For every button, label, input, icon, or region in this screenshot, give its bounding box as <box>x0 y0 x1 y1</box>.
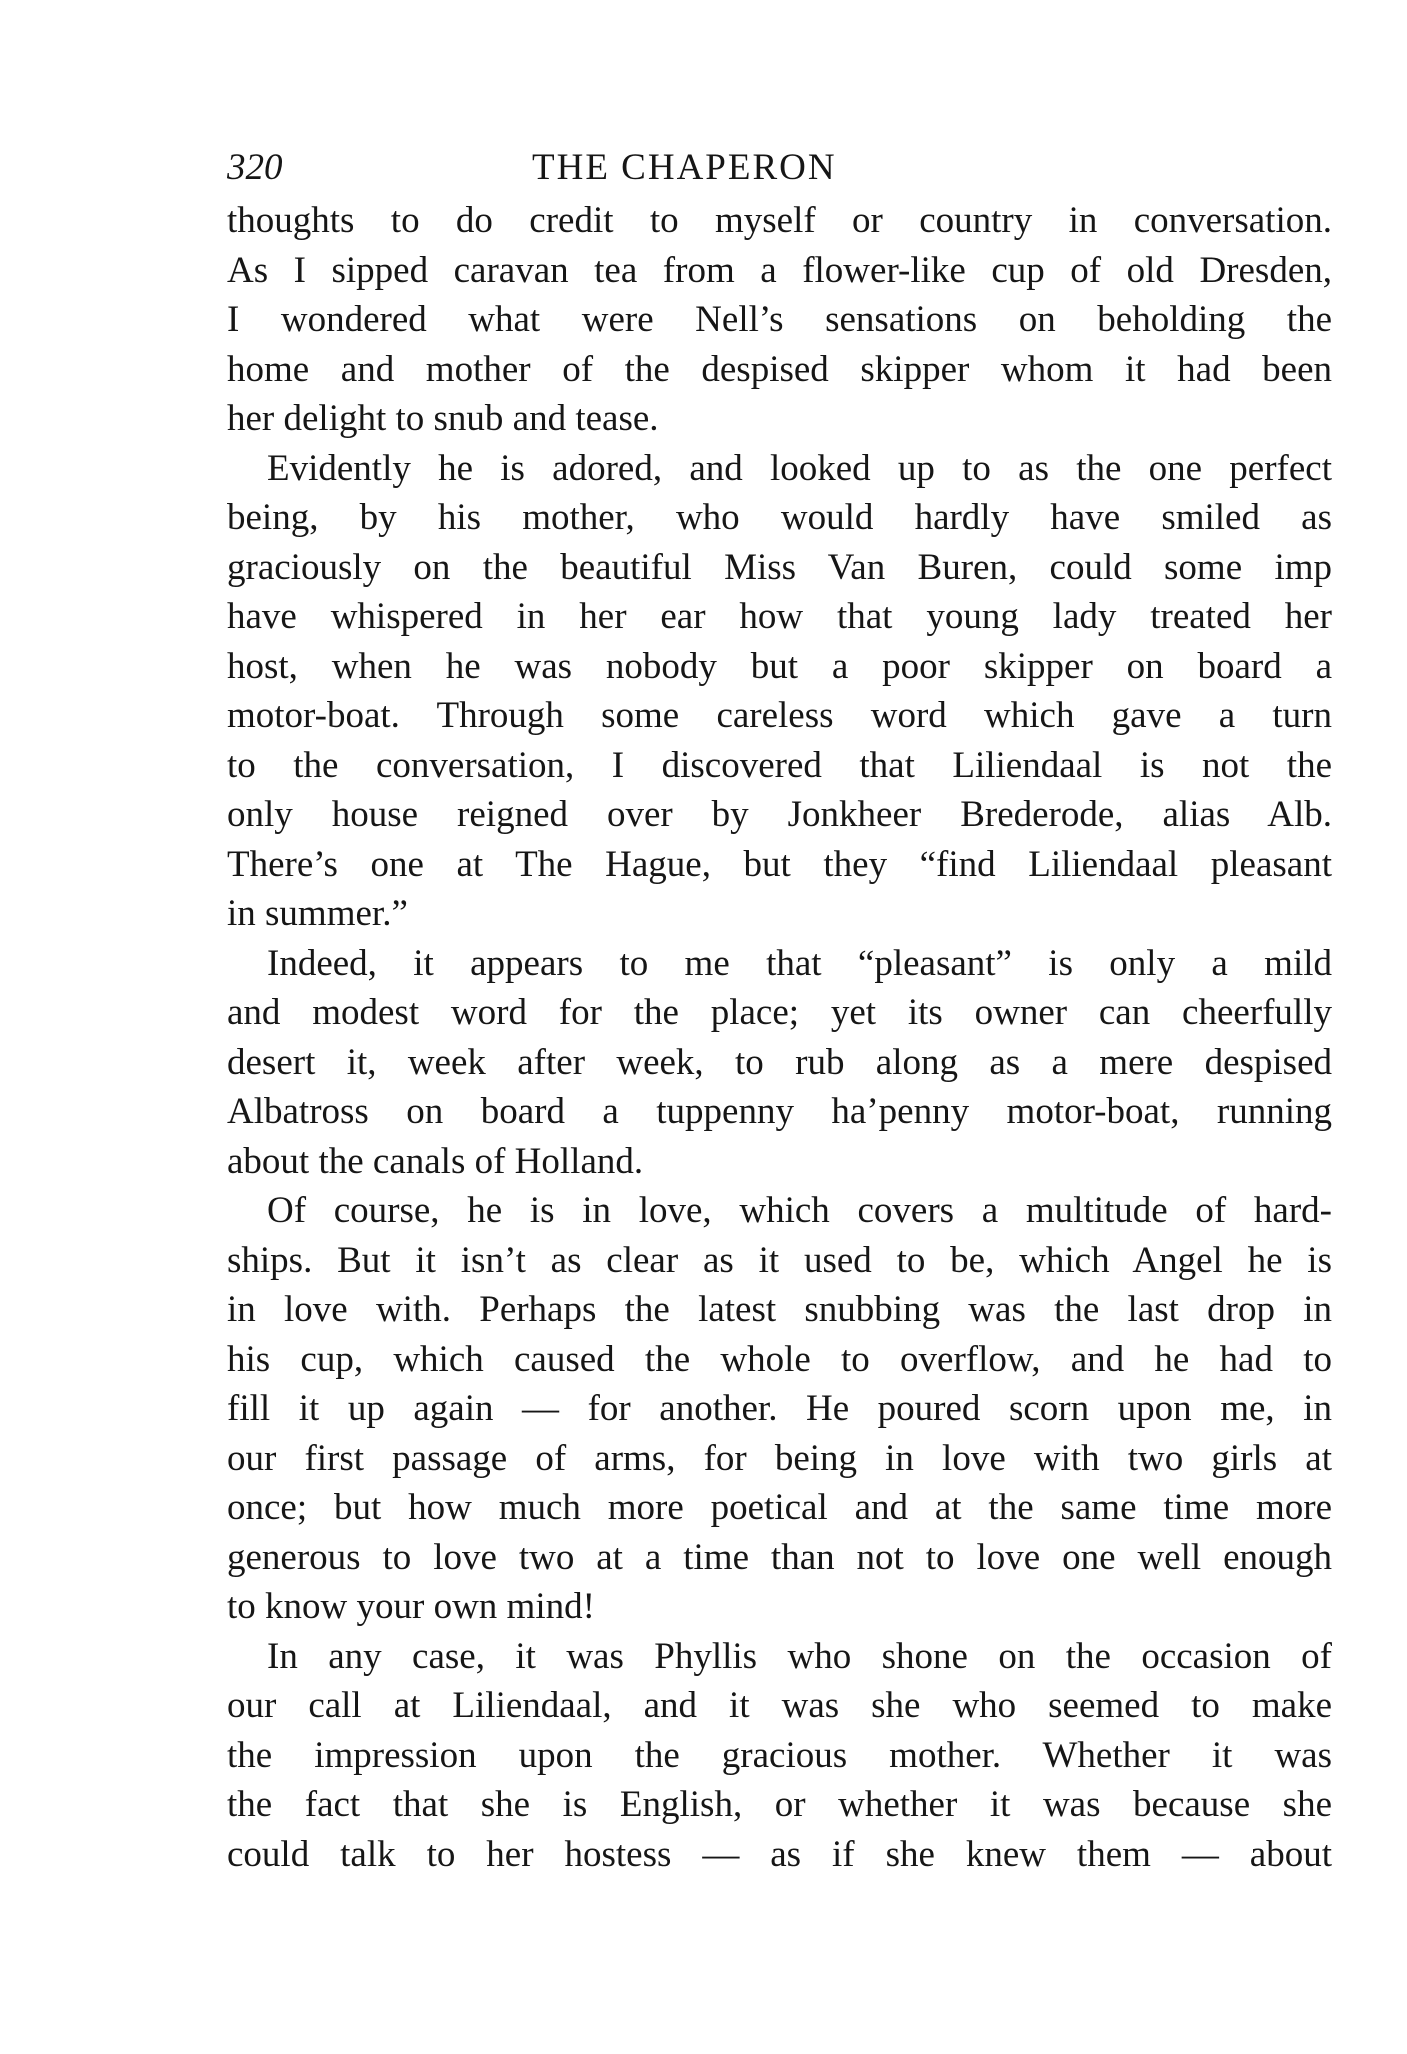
paragraph <box>227 939 1332 1187</box>
text-line: her delight to snub and tease. <box>227 398 659 439</box>
text-line: to know your own mind! <box>227 1586 595 1627</box>
book-title: THE CHAPERON <box>532 147 837 188</box>
text-line: his cup, which caused the whole to overflow, and he had to <box>227 1338 1332 1380</box>
text-line: home and mother of the despised skipper whom it had been <box>227 348 1332 390</box>
text-line: Of course, he is in love, which covers a multitude of hard- <box>267 1190 1332 1231</box>
text-line: fill it up again — for another. He poured scorn upon me, in <box>227 1388 1332 1429</box>
text-line: As I sipped caravan tea from a flower-like cup of old Dresden, <box>227 249 1332 291</box>
text-line: Albatross on board a tuppenny ha’penny motor-boat, running <box>227 1091 1332 1132</box>
text-line: the fact that she is English, or whether it was because she <box>227 1784 1332 1825</box>
text-line: generous to love two at a time than not to love one well enough <box>227 1536 1332 1578</box>
text-line: desert it, week after week, to rub along as a mere despised <box>227 1041 1332 1083</box>
book-page <box>227 140 1332 1879</box>
text-line: only house reigned over by Jonkheer Brederode, alias Alb. <box>227 794 1332 835</box>
text-line: in summer.” <box>227 893 408 934</box>
text-line: There’s one at The Hague, but they “find Liliendaal pleasant <box>227 843 1332 885</box>
text-line: In any case, it was Phyllis who shone on the occasion of <box>267 1635 1332 1677</box>
body-text <box>227 196 1332 1879</box>
text-line: could talk to her hostess — as if she knew them — about <box>227 1833 1332 1875</box>
text-line: Evidently he is adored, and looked up to as the one perfect <box>267 447 1332 489</box>
page-number: 320 <box>227 147 283 188</box>
text-line: Indeed, it appears to me that “pleasant” is only a mild <box>267 942 1332 984</box>
text-line: once; but how much more poetical and at the same time more <box>227 1487 1332 1528</box>
paragraph <box>227 1632 1332 1880</box>
text-line: I wondered what were Nell’s sensations on beholding the <box>227 299 1332 340</box>
text-line: our call at Liliendaal, and it was she who seemed to make <box>227 1685 1332 1726</box>
text-line: motor-boat. Through some careless word which gave a turn <box>227 695 1332 736</box>
text-line: thoughts to do credit to myself or country in conversation. <box>227 200 1332 241</box>
text-line: in love with. Perhaps the latest snubbing was the last drop in <box>227 1289 1332 1330</box>
text-line: host, when he was nobody but a poor skipper on board a <box>227 645 1332 687</box>
running-head <box>227 140 1332 196</box>
text-line: and modest word for the place; yet its owner can cheerfully <box>227 992 1332 1033</box>
text-line: have whispered in her ear how that young lady treated her <box>227 596 1332 637</box>
text-line: ships. But it isn’t as clear as it used to be, which Angel he is <box>227 1239 1332 1281</box>
text-line: about the canals of Holland. <box>227 1140 644 1182</box>
paragraph <box>227 444 1332 939</box>
text-line: graciously on the beautiful Miss Van Buren, could some imp <box>227 546 1332 588</box>
paragraph <box>227 1186 1332 1632</box>
text-line: the impression upon the gracious mother. Whether it was <box>227 1734 1332 1776</box>
paragraph <box>227 196 1332 444</box>
text-line: to the conversation, I discovered that Liliendaal is not the <box>227 744 1332 786</box>
text-line: being, by his mother, who would hardly have smiled as <box>227 497 1332 538</box>
text-line: our first passage of arms, for being in love with two girls at <box>227 1437 1332 1479</box>
